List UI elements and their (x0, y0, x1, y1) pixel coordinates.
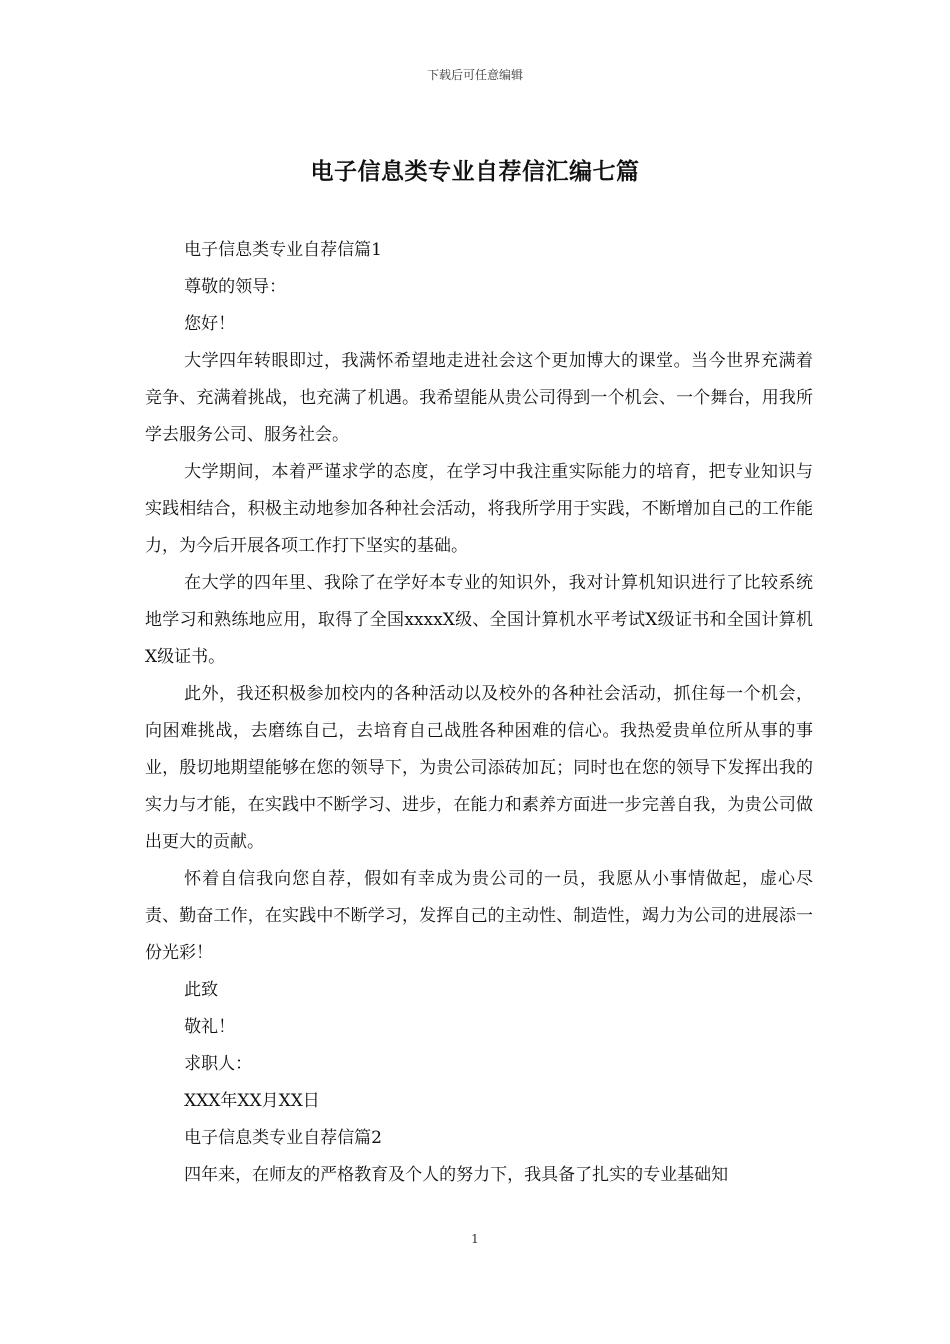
body-paragraph: 大学期间，本着严谨求学的态度，在学习中我注重实际能力的培育，把专业知识与实践相结合，积极主动地参加各种社会活动，将我所学用于实践，不断增加自己的工作能力，为今后开展各项工作打下坚实的基础。 (145, 462, 813, 556)
letter-date: XXX年XX月XX日 (184, 1091, 320, 1111)
header-note: 下载后可任意编辑 (426, 68, 523, 82)
body-paragraph: 四年来，在师友的严格教育及个人的努力下，我具备了扎实的专业基础知 (184, 1165, 729, 1185)
closing-salute: 敬礼！ (184, 1017, 236, 1037)
closing-line: 此致 (184, 980, 219, 1000)
body-paragraph: 此外，我还积极参加校内的各种活动以及校外的各种社会活动，抓住每一个机会，向困难挑战，去磨练自己，去培育自己战胜各种困难的信心。我热爱贵单位所从事的事业，殷切地期望能够在您的领导下，为贵公司添砖加瓦；同时也在您的领导下发挥出我的实力与才能，在实践中不断学习、进步，在能力和素养方面进一步完善自我，为贵公司做出更大的贡献。 (145, 684, 813, 852)
body-paragraph: 在大学的四年里、我除了在学好本专业的知识外，我对计算机知识进行了比较系统地学习和熟练地应用，取得了全国xxxxX级、全国计算机水平考试X级证书和全国计算机X级证书。 (145, 573, 813, 667)
section-heading-2: 电子信息类专业自荐信篇2 (184, 1128, 382, 1148)
salutation: 尊敬的领导： (184, 277, 287, 297)
greeting: 您好！ (184, 314, 236, 334)
section-heading-1: 电子信息类专业自荐信篇1 (184, 240, 382, 260)
applicant-label: 求职人： (184, 1054, 253, 1074)
page-number: 1 (471, 1232, 479, 1246)
body-paragraph: 怀着自信我向您自荐，假如有幸成为贵公司的一员，我愿从小事情做起，虚心尽责、勤奋工作，在实践中不断学习，发挥自己的主动性、制造性，竭力为公司的进展添一份光彩！ (145, 869, 813, 963)
body-paragraph: 大学四年转眼即过，我满怀希望地走进社会这个更加博大的课堂。当今世界充满着竞争、充满着挑战，也充满了机遇。我希望能从贵公司得到一个机会、一个舞台，用我所学去服务公司、服务社会。 (145, 351, 813, 445)
document-body (145, 232, 813, 1194)
document-title: 电子信息类专业自荐信汇编七篇 (310, 158, 640, 185)
